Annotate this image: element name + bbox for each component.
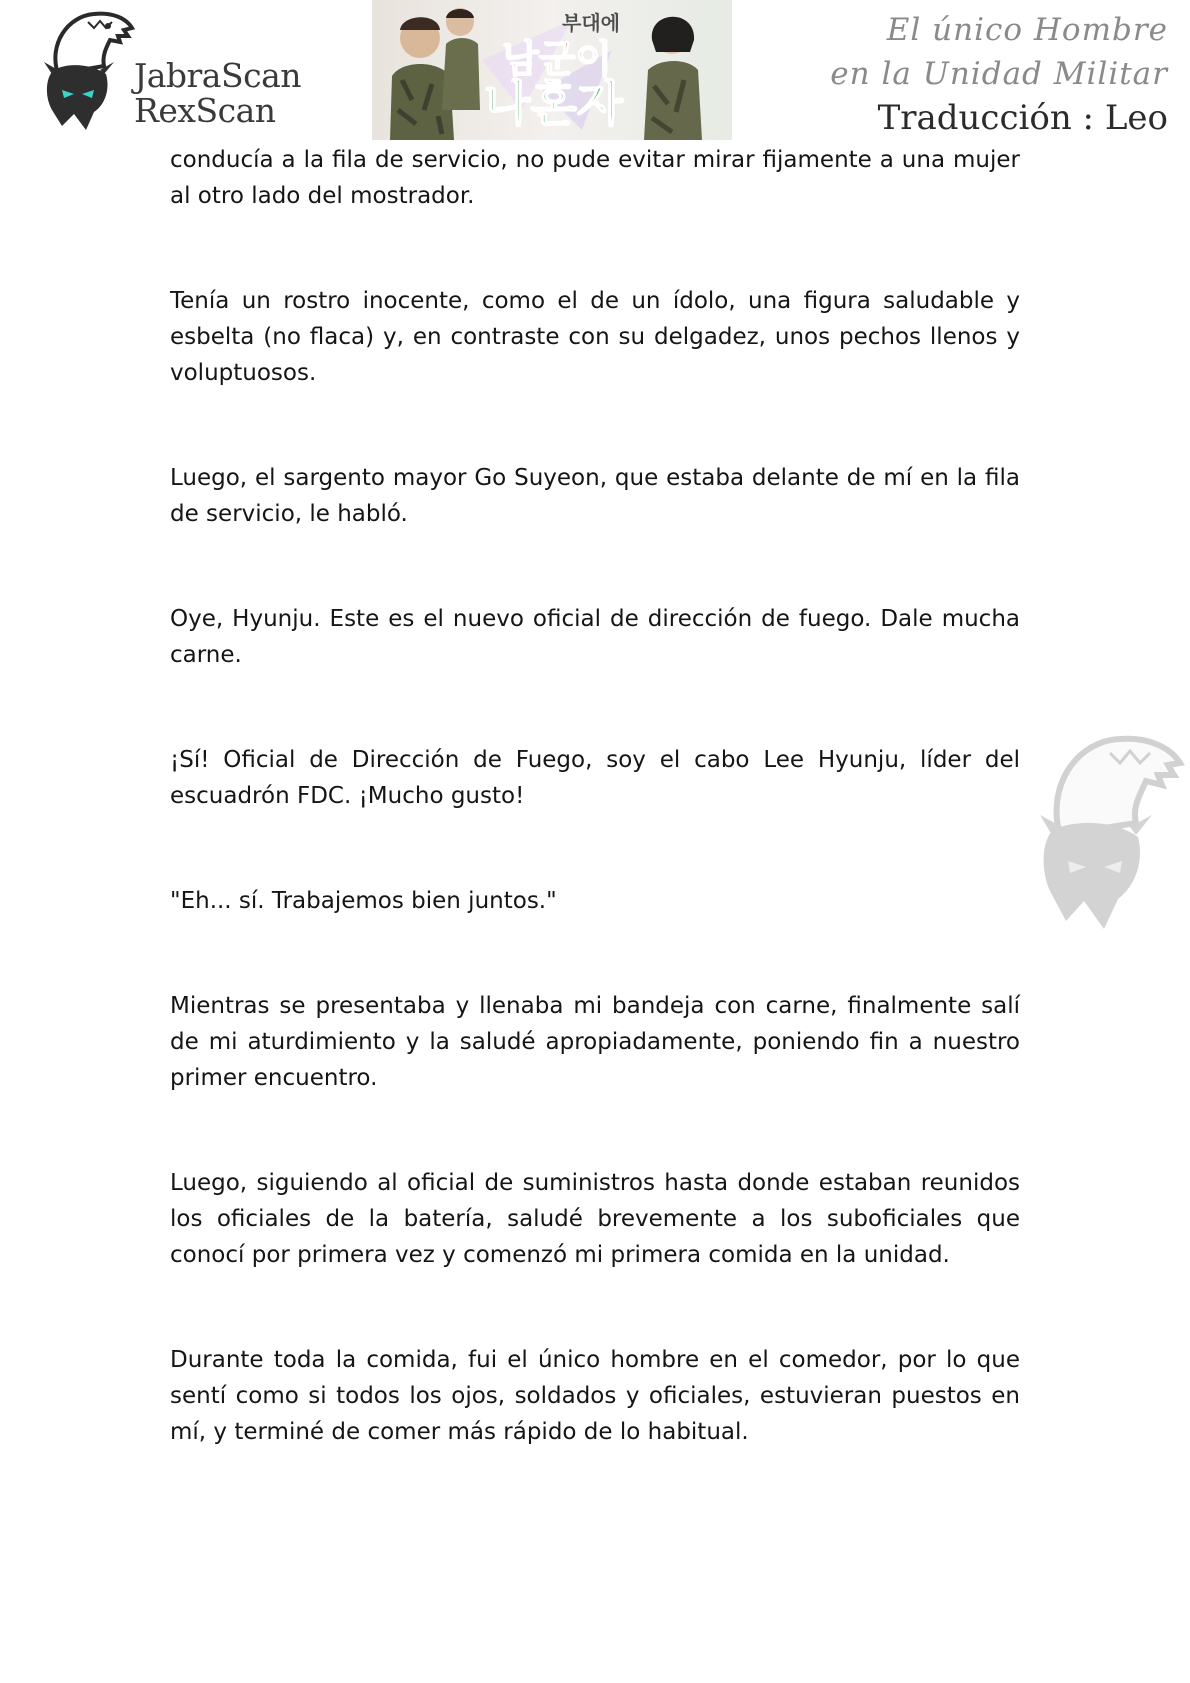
paragraph: ¡Sí! Oficial de Dirección de Fuego, soy el cabo Lee Hyunju, líder del escuadrón FDC. ¡Mucho gusto! (170, 747, 1020, 809)
series-title-line-1: El único Hombre (886, 12, 1168, 48)
series-title-block (830, 8, 1168, 140)
brand-name (134, 58, 301, 128)
paragraph: Mientras se presentaba y llenaba mi bandeja con carne, finalmente salí de mi aturdimiento y la saludé apropiadamente, poniendo fin a nuestro primer encuentro. (170, 993, 1020, 1091)
paragraph: "Eh... sí. Trabajemos bien juntos." (170, 888, 557, 914)
dinosaur-watermark-icon (1020, 725, 1190, 945)
cover-title-small: 부대에 (562, 11, 620, 35)
paragraph: conducía a la fila de servicio, no pude evitar mirar fijamente a una mujer al otro lado del mostrador. (170, 147, 1020, 209)
page-header (0, 0, 1190, 140)
cover-art-image (372, 0, 732, 140)
paragraph: Luego, siguiendo al oficial de suministros hasta donde estaban reunidos los oficiales de la batería, saludé brevemente a los suboficiales que conocí por primera vez y comenzó mi primera comida en la unidad. (170, 1170, 1020, 1268)
chapter-text (170, 142, 1020, 1519)
paragraph: Luego, el sargento mayor Go Suyeon, que estaba delante de mí en la fila de servicio, le habló. (170, 465, 1020, 527)
cover-title-line-1: 남군이 (502, 37, 613, 81)
cover-title-line-2: 나혼자 (484, 76, 624, 132)
paragraph: Tenía un rostro inocente, como el de un ídolo, una figura saludable y esbelta (no flaca) y, en contraste con su delgadez, unos pechos llenos y voluptuosos. (170, 288, 1020, 386)
series-title-line-2: en la Unidad Militar (830, 56, 1168, 92)
brand-line-2: RexScan (134, 91, 276, 130)
paragraph: Oye, Hyunju. Este es el nuevo oficial de dirección de fuego. Dale mucha carne. (170, 606, 1020, 668)
translator-credit: Traducción : Leo (877, 98, 1168, 138)
dinosaur-logo (28, 4, 140, 134)
brand-line-1: JabraScan (134, 56, 301, 95)
paragraph: Durante toda la comida, fui el único hombre en el comedor, por lo que sentí como si todos los ojos, soldados y oficiales, estuvieran puestos en mí, y terminé de comer más rápido de lo habitual. (170, 1347, 1020, 1445)
